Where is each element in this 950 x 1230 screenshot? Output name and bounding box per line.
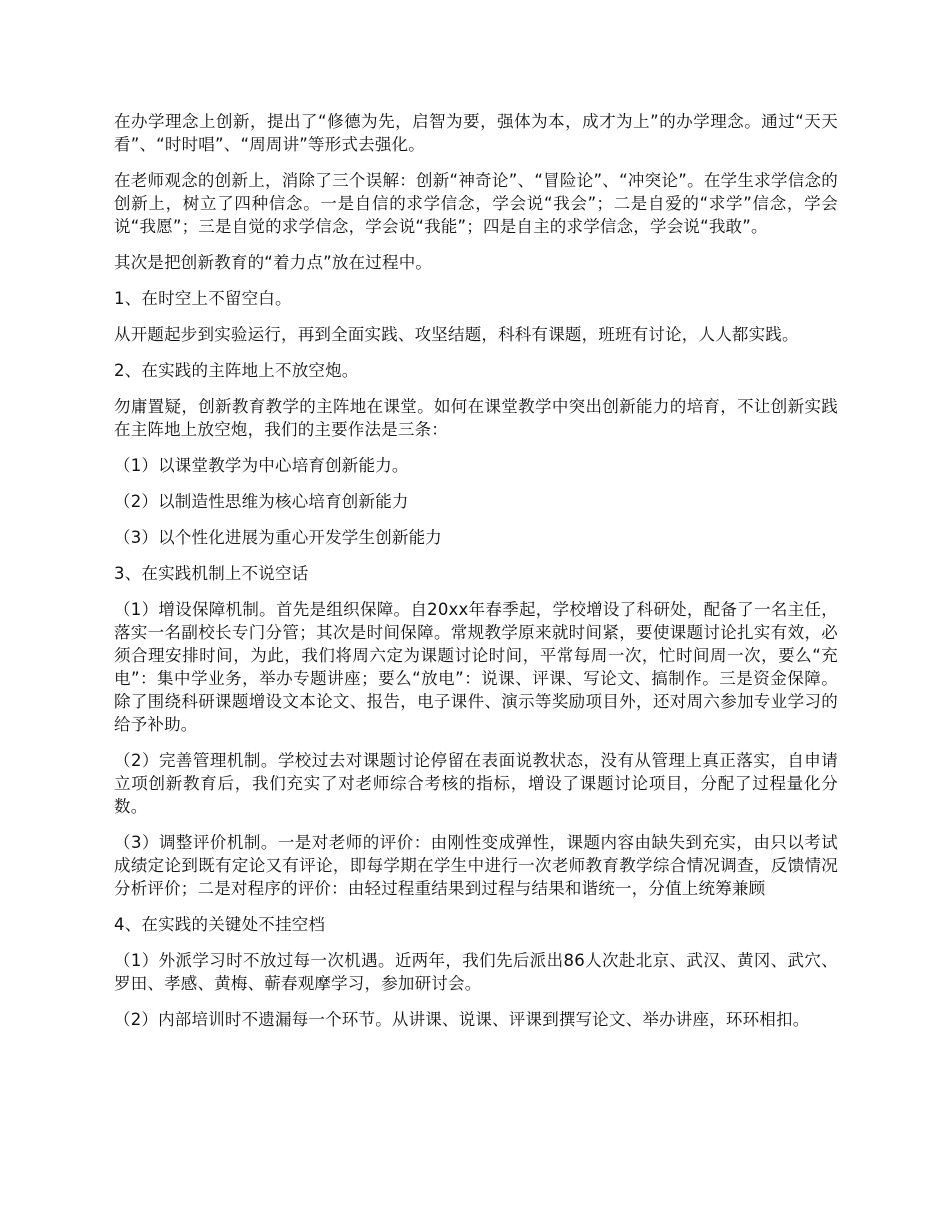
list-item-4-1: （1）外派学习时不放过每一次机遇。近两年，我们先后派出86人次赴北京、武汉、黄冈、武穴、罗田、孝感、黄梅、蕲春观摩学习，参加研讨会。 bbox=[114, 951, 838, 993]
list-item-3-1: （1）增设保障机制。首先是组织保障。自20xx年春季起，学校增设了科研处，配备了一名主任，落实一名副校长专门分管；其次是时间保障。常规教学原来就时间紧，要使课题讨论扎实有效，必须合理安排时间，为此，我们将周六定为课题讨论时间，平常每周一次，忙时间周一次，要么“充电”：集中学业务，举办专题讲座；要么“放电”：说课、评课、写论文、搞制作。三是资金保障。除了围绕科研课题增设文本论文、报告，电子课件、演示等奖励项目外，还对周六参加专业学习的给予补助。 bbox=[114, 600, 838, 734]
list-item-4-2: （2）内部培训时不遗漏每一个环节。从讲课、说课、评课到撰写论文、举办讲座，环环相扣。 bbox=[114, 1010, 810, 1029]
paragraph-point-2: 勿庸置疑，创新教育教学的主阵地在课堂。如何在课堂教学中突出创新能力的培育，不让创新实践在主阵地上放空炮，我们的主要作法是三条： bbox=[114, 397, 838, 439]
list-item-2-2: （2）以制造性思维为核心培育创新能力 bbox=[114, 492, 409, 511]
paragraph-point-1: 从开题起步到实验运行，再到全面实践、攻坚结题，科科有课题，班班有讨论，人人都实践。 bbox=[114, 325, 799, 344]
list-item-2-3: （3）以个性化进展为重心开发学生创新能力 bbox=[114, 528, 442, 547]
list-item-3-2: （2）完善管理机制。学校过去对课题讨论停留在表面说教状态，没有从管理上真正落实，自申请立项创新教育后，我们充实了对老师综合考核的指标，增设了课题讨论项目，分配了过程量化分数。 bbox=[114, 751, 838, 816]
heading-point-3: 3、在实践机制上不说空话 bbox=[114, 564, 309, 583]
document-body bbox=[114, 110, 838, 1044]
paragraph-focus-on-process: 其次是把创新教育的“着力点”放在过程中。 bbox=[114, 253, 433, 272]
paragraph-teacher-concepts: 在老师观念的创新上，消除了三个误解：创新“神奇论”、“冒险论”、“冲突论”。在学生求学信念的创新上，树立了四种信念。一是自信的求学信念，学会说“我会”；二是自爱的“求学”信念，学会说“我愿”；三是自觉的求学信念，学会说“我能”；四是自主的求学信念，学会说“我敢”。 bbox=[114, 171, 838, 236]
list-item-3-3: （3）调整评价机制。一是对老师的评价：由刚性变成弹性，课题内容由缺失到充实，由只以考试成绩定论到既有定论又有评论，即每学期在学生中进行一次老师教育教学综合情况调查，反馈情况分析评价；二是对程序的评价：由轻过程重结果到过程与结果和谐统一，分值上统筹兼顾 bbox=[114, 833, 838, 898]
paragraph-school-philosophy: 在办学理念上创新，提出了“修德为先，启智为要，强体为本，成才为上”的办学理念。通过“天天看”、“时时唱”、“周周讲”等形式去强化。 bbox=[114, 112, 838, 154]
heading-point-1: 1、在时空上不留空白。 bbox=[114, 289, 292, 308]
heading-point-2: 2、在实践的主阵地上不放空炮。 bbox=[114, 361, 359, 380]
list-item-2-1: （1）以课堂教学为中心培育创新能力。 bbox=[114, 456, 409, 475]
heading-point-4: 4、在实践的关键处不挂空档 bbox=[114, 915, 326, 934]
